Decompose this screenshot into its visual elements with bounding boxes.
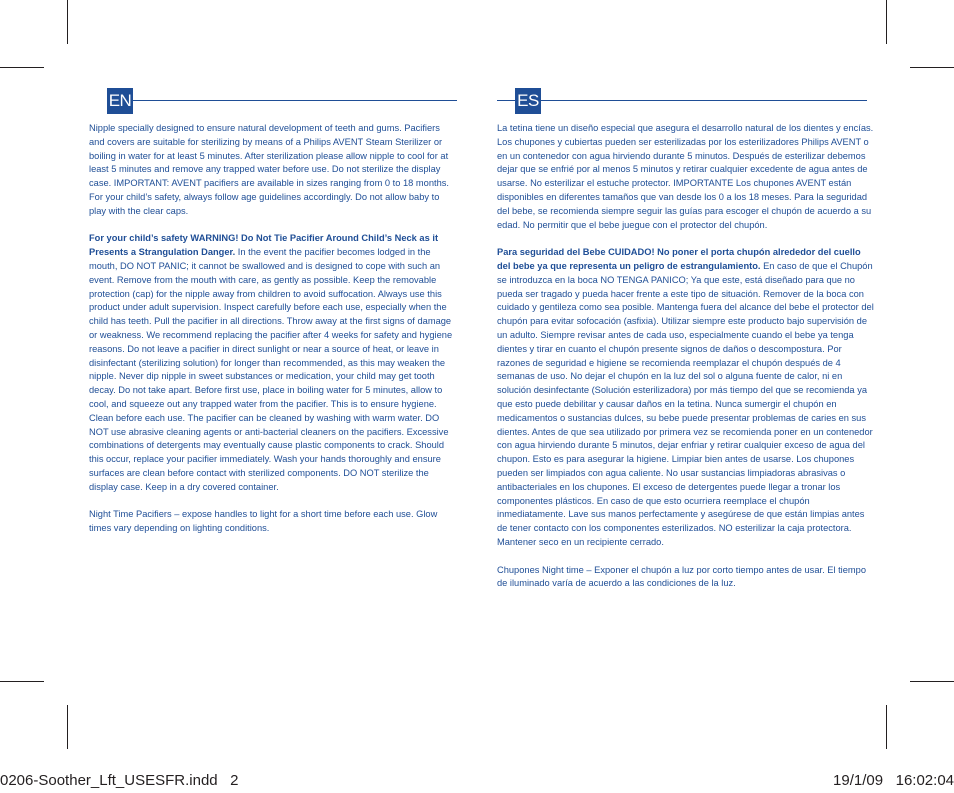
es-header-rule [541, 100, 867, 101]
crop-mark-left-bottom [0, 681, 44, 682]
crop-mark-top-left [67, 0, 68, 44]
es-intro-paragraph: La tetina tiene un diseño especial que asegura el desarrollo natural de los dientes y encías. Los chupones y cubiertas pueden ser esterilizadas por los esterilizadores Philips AVENT o en un contenedor con agua hirviendo durante 5 minutos. Después de esterilizar debemos dejar que se enfrié por al menos 5 minutos y retirar cualquier excedente de agua antes de usarse. No esterilizar el estuche protector. IMPORTANTE Los chupones AVENT están disponibles en diferentes tamaños que van desde los 0 a los 18 meses. Para la seguridad del bebe, se recomienda siempre seguir las guías para escoger el chupón de acuerdo a su edad. No permitir que el bebe juegue con el protector del chupón. [497, 123, 874, 230]
en-warning-paragraph [89, 232, 457, 494]
crop-mark-bottom-right [886, 705, 887, 749]
footer-file-slug [0, 772, 239, 789]
crop-mark-top-right [886, 0, 887, 44]
footer-filename: 0206-Soother_Lft_USESFR.indd [0, 772, 218, 789]
crop-mark-left-top [0, 67, 44, 68]
en-header [107, 88, 457, 114]
es-warning-heading: Para seguridad del Bebe CUIDADO! No poner el porta chupón alrededor del cuello del bebe ya que representa un peligro de estrangulamiento. [497, 247, 861, 271]
en-warning-heading: For your child’s safety WARNING! Do Not Tie Pacifier Around Child’s Neck as it Presents a Strangulation Danger. [89, 233, 439, 258]
es-header-rule-left [497, 100, 515, 101]
es-night-paragraph: Chupones Night time – Exponer el chupón a luz por corto tiempo antes de usar. El tiempo de iluminado varía de acuerdo a las condiciones de la luz. [497, 564, 866, 589]
es-column [497, 122, 875, 605]
footer-time: 16:02:04 [895, 772, 954, 789]
crop-mark-right-top [910, 67, 954, 68]
es-warning-paragraph [497, 246, 875, 550]
crop-mark-right-bottom [910, 681, 954, 682]
es-language-badge: ES [515, 88, 541, 114]
en-intro-paragraph: Nipple specially designed to ensure natural development of teeth and gums. Pacifiers and covers are suitable for sterilizing by means of a Philips AVENT Steam Sterilizer or boiling in water for at least 5 minutes. After sterilization please allow nipple to cool for at least 5 minutes and remove any trapped water before use. Do not sterilize the display case. IMPORTANT: AVENT pacifiers are available in sizes ranging from 0 to 18 months. For your child’s safety, always follow age guidelines accordingly. Do not allow baby to play with the clear caps. [89, 123, 449, 216]
footer-date: 19/1/09 [833, 772, 884, 789]
es-header [497, 88, 867, 114]
es-warning-body: En caso de que el Chupón se introduzca en la boca NO TENGA PANICO; Ya que este, está diseñado para que no pueda ser tragado y pueda hacer frente a este tipo de situación. Remover de la boca con cuidado y gentileza como sea posible. Mantenga fuera del alcance del bebe el protector del chupón para evitar sofocación (asfixia). Utilizar siempre este producto bajo supervisión de un adulto. Siempre revisar antes de cada uso, especialmente cuando el bebe ya tenga dientes y tirar en cuanto el chupón presente signos de daños o descompostura. Por razones de seguridad e higiene se recomienda reemplazar el chupón después de 4 semanas de uso. No dejar el chupón en la luz del sol o alguna fuente de calor, ni en solución desinfectante (Solución esterilizadora) por más tiempo del que se recomienda ya que esto puede debilitar y causar daños en la tetina. Nunca sumergir el chupón en medicamentos o sustancias dulces, su bebe puede presentar problemas de caries en sus dientes. Antes de que sea utilizado por primera vez se recomienda poner en un contenedor con agua hirviendo durante 5 minutos, dejar enfriar y retirar cualquier exceso de agua del chupon. Esto es para asegurar la higiene. Limpiar bien antes de usarse. Los chupones pueden ser limpiados con agua caliente. No usar sustancias limpiadoras abrasivas o antibacteriales en los chupones. El exceso de detergentes puede llegar a tronar los componentes plásticos. En caso de que esto ocurriera reemplace el chupón inmediatamente. Lave sus manos perfectamente y asegúrese de que están limpias antes de tener contacto con los componentes esterilizados. NO esterilizar la caja protectora. Mantener seco en un recipiente cerrado. [497, 260, 874, 547]
footer-timestamp [833, 772, 954, 789]
en-column [89, 122, 457, 550]
en-header-rule [133, 100, 457, 101]
footer-page-number: 2 [230, 772, 239, 789]
en-language-badge: EN [107, 88, 133, 114]
crop-mark-bottom-left [67, 705, 68, 749]
en-night-paragraph: Night Time Pacifiers – expose handles to light for a short time before each use. Glow times vary depending on lighting conditions. [89, 509, 438, 534]
en-warning-body: In the event the pacifier becomes lodged in the mouth, DO NOT PANIC; it cannot be swallowed and is designed to cope with such an event. Remove from the mouth with care, as gently as possible. Keep the removable protection (cap) for the nipple away from children to avoid suffocation. Always use this product under adult supervision. Inspect carefully before each use, especially when the child has teeth. Pull the pacifier in all directions. Throw away at the first signs of damage or weakness. We recommend replacing the pacifier after 4 weeks for safety and hygiene reasons. Do not leave a pacifier in direct sunlight or near a source of heat, or leave in disinfectant (sterilizing solution) for longer than recommended, as this may weaken the nipple. Never dip nipple in sweet substances or medication, your child may get tooth decay. Do not take apart. Before first use, place in boiling water for 5 minutes, allow to cool, and squeeze out any trapped water from the pacifier. This is to ensure hygiene. Clean before each use. The pacifier can be cleaned by washing with warm water. DO NOT use abrasive cleaning agents or anti-bacterial cleaners on the pacifiers. Excessive combinations of detergents may eventually cause plastic components to crack. Should this occur, replace your pacifier immediately. Wash your hands thoroughly and ensure surfaces are clean before contact with sterilized components. DO NOT sterilize the display case. Keep in a dry covered container. [89, 247, 453, 492]
